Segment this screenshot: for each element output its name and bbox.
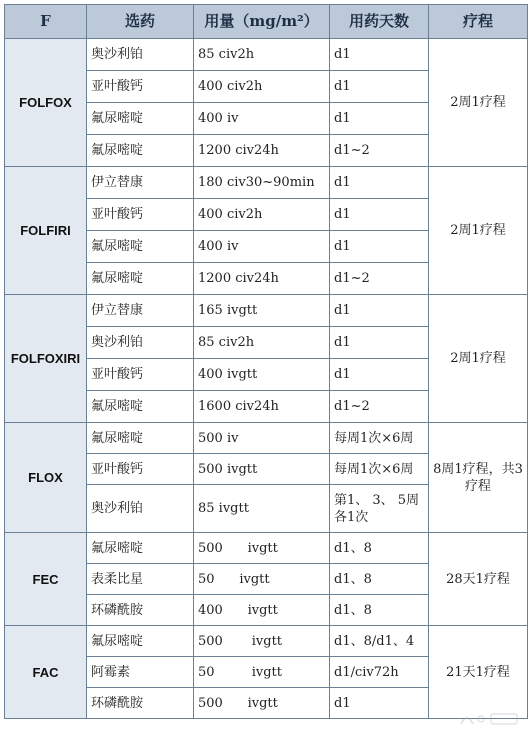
days-cell: d1: [330, 359, 429, 391]
drug-cell: 奥沙利铂: [87, 485, 194, 533]
cycle-cell: 2周1疗程: [429, 39, 528, 167]
days-cell: d1/civ72h: [330, 657, 429, 688]
days-cell: d1~2: [330, 391, 429, 423]
drug-cell: 阿霉素: [87, 657, 194, 688]
dose-cell: 1200 civ24h: [194, 135, 330, 167]
drug-cell: 亚叶酸钙: [87, 71, 194, 103]
regimen-name: FOLFIRI: [5, 167, 87, 295]
drug-cell: 奥沙利铂: [87, 39, 194, 71]
drug-cell: 伊立替康: [87, 295, 194, 327]
days-cell: d1、8/d1、4: [330, 626, 429, 657]
drug-cell: 氟尿嘧啶: [87, 263, 194, 295]
regimen-name: FOLFOX: [5, 39, 87, 167]
cycle-cell: 28天1疗程: [429, 533, 528, 626]
days-cell: d1: [330, 39, 429, 71]
regimen-name: FEC: [5, 533, 87, 626]
drug-cell: 环磷酰胺: [87, 595, 194, 626]
dose-cell: 85 civ2h: [194, 39, 330, 71]
chemo-regimen-table: [4, 4, 528, 719]
header-days: 用药天数: [330, 5, 429, 39]
days-cell: d1~2: [330, 135, 429, 167]
regimen-name: FOLFOXIRI: [5, 295, 87, 423]
regimen-name: FAC: [5, 626, 87, 719]
drug-cell: 氟尿嘧啶: [87, 135, 194, 167]
cycle-cell: 21天1疗程: [429, 626, 528, 719]
dose-cell: 165 ivgtt: [194, 295, 330, 327]
header-row: [5, 5, 528, 39]
days-cell: d1~2: [330, 263, 429, 295]
dose-cell: 85 civ2h: [194, 327, 330, 359]
days-cell: d1、8: [330, 564, 429, 595]
days-cell: 第1、 3、 5周各1次: [330, 485, 429, 533]
dose-cell: 400 civ2h: [194, 71, 330, 103]
header-drug: 选药: [87, 5, 194, 39]
dose-cell: 500 ivgtt: [194, 454, 330, 485]
days-cell: 每周1次×6周: [330, 423, 429, 454]
drug-cell: 氟尿嘧啶: [87, 626, 194, 657]
table-row: [5, 533, 528, 564]
dose-cell: 400 iv: [194, 231, 330, 263]
dose-cell: 500 ivgtt: [194, 626, 330, 657]
days-cell: d1: [330, 327, 429, 359]
dose-cell: 50 ivgtt: [194, 657, 330, 688]
header-dose: 用量（mg/m²）: [194, 5, 330, 39]
dose-cell: 50 ivgtt: [194, 564, 330, 595]
dose-cell: 1600 civ24h: [194, 391, 330, 423]
drug-cell: 亚叶酸钙: [87, 454, 194, 485]
drug-cell: 氟尿嘧啶: [87, 103, 194, 135]
cycle-cell: 2周1疗程: [429, 295, 528, 423]
header-group: F: [5, 5, 87, 39]
dose-cell: 400 iv: [194, 103, 330, 135]
days-cell: 每周1次×6周: [330, 454, 429, 485]
table-row: [5, 626, 528, 657]
drug-cell: 氟尿嘧啶: [87, 231, 194, 263]
drug-cell: 亚叶酸钙: [87, 199, 194, 231]
drug-cell: 伊立替康: [87, 167, 194, 199]
drug-cell: 氟尿嘧啶: [87, 533, 194, 564]
table-row: [5, 295, 528, 327]
drug-cell: 表柔比星: [87, 564, 194, 595]
dose-cell: 1200 civ24h: [194, 263, 330, 295]
dose-cell: 500 ivgtt: [194, 688, 330, 719]
header-cycle: 疗程: [429, 5, 528, 39]
dose-cell: 400 ivgtt: [194, 359, 330, 391]
dose-cell: 180 civ30~90min: [194, 167, 330, 199]
table-row: [5, 39, 528, 71]
days-cell: d1: [330, 231, 429, 263]
regimen-name: FLOX: [5, 423, 87, 533]
cycle-cell: 8周1疗程，共3疗程: [429, 423, 528, 533]
days-cell: d1: [330, 199, 429, 231]
drug-cell: 奥沙利铂: [87, 327, 194, 359]
watermark-logo-icon: [457, 710, 521, 728]
dose-cell: 500 ivgtt: [194, 533, 330, 564]
days-cell: d1: [330, 167, 429, 199]
dose-cell: 500 iv: [194, 423, 330, 454]
drug-cell: 氟尿嘧啶: [87, 423, 194, 454]
days-cell: d1、8: [330, 595, 429, 626]
drug-cell: 环磷酰胺: [87, 688, 194, 719]
days-cell: d1、8: [330, 533, 429, 564]
drug-cell: 亚叶酸钙: [87, 359, 194, 391]
days-cell: d1: [330, 688, 429, 719]
cycle-cell: 2周1疗程: [429, 167, 528, 295]
days-cell: d1: [330, 71, 429, 103]
days-cell: d1: [330, 295, 429, 327]
drug-cell: 氟尿嘧啶: [87, 391, 194, 423]
table-row: [5, 423, 528, 454]
dose-cell: 400 ivgtt: [194, 595, 330, 626]
dose-cell: 400 civ2h: [194, 199, 330, 231]
dose-cell: 85 ivgtt: [194, 485, 330, 533]
days-cell: d1: [330, 103, 429, 135]
table-row: [5, 167, 528, 199]
